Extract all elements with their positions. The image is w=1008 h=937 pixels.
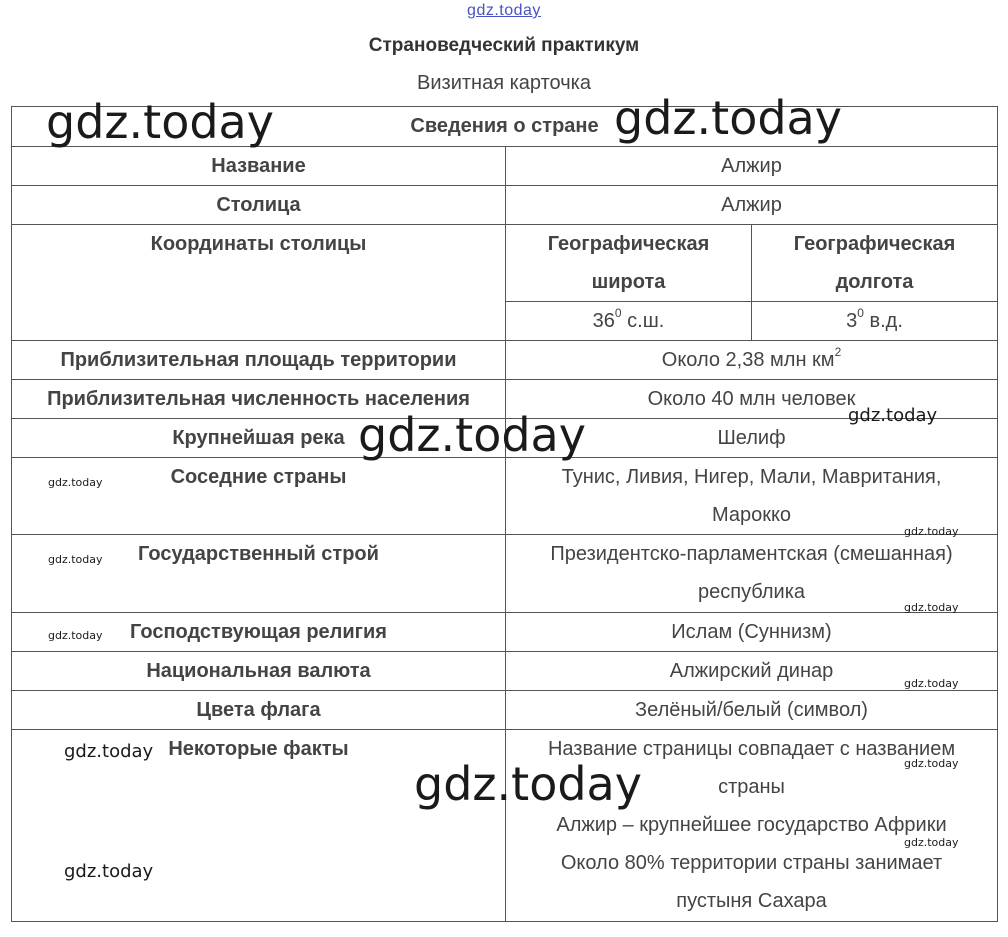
neighbors-line1: Тунис, Ливия, Нигер, Мали, Мавритания, (561, 466, 942, 488)
watermark: gdz.today (48, 553, 103, 566)
currency-value: Алжирский динар (506, 652, 998, 691)
currency-label: Национальная валюта (12, 652, 506, 691)
government-line1: Президентско-парламентская (смешанная) (550, 543, 953, 565)
fact-line: Около 80% территории страны занимает (560, 852, 943, 874)
name-label: Название (12, 147, 506, 186)
river-label: Крупнейшая река (12, 419, 506, 458)
latitude-header (506, 225, 752, 302)
longitude-value (752, 302, 998, 341)
watermark: gdz.today (904, 525, 959, 538)
name-value: Алжир (506, 147, 998, 186)
capital-label: Столица (12, 186, 506, 225)
watermark: gdz.today (48, 476, 103, 489)
watermark: gdz.today (904, 677, 959, 690)
area-sup: 2 (834, 345, 842, 359)
river-value: Шелиф (506, 419, 998, 458)
degree-sup: 0 (857, 306, 864, 320)
country-card-table (11, 106, 998, 922)
neighbors-line2: Марокко (711, 504, 792, 526)
table-row (12, 730, 998, 922)
watermark: gdz.today (614, 91, 842, 145)
neighbors-value (506, 458, 998, 535)
religion-label: Господствующая религия (12, 613, 506, 652)
latitude-value (506, 302, 752, 341)
government-label: Государственный строй (12, 535, 506, 613)
watermark: gdz.today (64, 741, 154, 762)
table-row (12, 691, 998, 730)
coords-label: Координаты столицы (12, 225, 506, 341)
longitude-header (752, 225, 998, 302)
table-header: Сведения о стране (12, 107, 998, 147)
latitude-header-line2: широта (591, 271, 666, 293)
site-link[interactable]: gdz.today (467, 2, 541, 19)
neighbors-label: Соседние страны (12, 458, 506, 535)
population-value: Около 40 млн человек (506, 380, 998, 419)
table-row (12, 652, 998, 691)
table-row (12, 341, 998, 380)
longitude-header-line2: долгота (835, 271, 914, 293)
latitude-header-line1: Географическая (547, 233, 710, 255)
area-label: Приблизительная площадь территории (12, 341, 506, 380)
watermark: gdz.today (64, 861, 154, 882)
table-row (12, 380, 998, 419)
facts-value (506, 730, 998, 922)
longitude-number: 3 (846, 310, 858, 332)
area-value (506, 341, 998, 380)
watermark: gdz.today (46, 95, 274, 149)
longitude-suffix: в.д. (863, 310, 903, 332)
watermark: gdz.today (848, 405, 938, 426)
table-row (12, 419, 998, 458)
area-text: Около 2,38 млн км (661, 349, 835, 371)
table-row (12, 186, 998, 225)
table-row (12, 458, 998, 535)
fact-line: пустыня Сахара (676, 890, 827, 912)
watermark: gdz.today (904, 601, 959, 614)
flag-label: Цвета флага (12, 691, 506, 730)
degree-sup: 0 (614, 306, 622, 320)
table-row (12, 535, 998, 613)
page-title: Страноведческий практикум (368, 35, 640, 56)
facts-label: Некоторые факты (12, 730, 506, 922)
latitude-number: 36 (592, 310, 615, 332)
government-value (506, 535, 998, 613)
fact-line: Название страницы совпадает с названием (547, 738, 956, 760)
watermark: gdz.today (904, 836, 959, 849)
capital-value: Алжир (506, 186, 998, 225)
religion-value: Ислам (Суннизм) (506, 613, 998, 652)
page-subtitle: Визитная карточка (417, 72, 591, 94)
longitude-header-line1: Географическая (793, 233, 956, 255)
population-label: Приблизительная численность населения (12, 380, 506, 419)
watermark: gdz.today (904, 757, 959, 770)
table-row (12, 613, 998, 652)
government-line2: республика (698, 581, 806, 603)
table-row (12, 225, 998, 302)
watermark: gdz.today (48, 629, 103, 642)
fact-line: страны (718, 776, 785, 798)
fact-line: Алжир – крупнейшее государство Африки (556, 814, 947, 836)
table-header-row (12, 107, 998, 147)
watermark: gdz.today (358, 408, 586, 462)
flag-value: Зелёный/белый (символ) (506, 691, 998, 730)
latitude-suffix: с.ш. (621, 310, 665, 332)
watermark: gdz.today (414, 757, 642, 811)
table-row (12, 147, 998, 186)
